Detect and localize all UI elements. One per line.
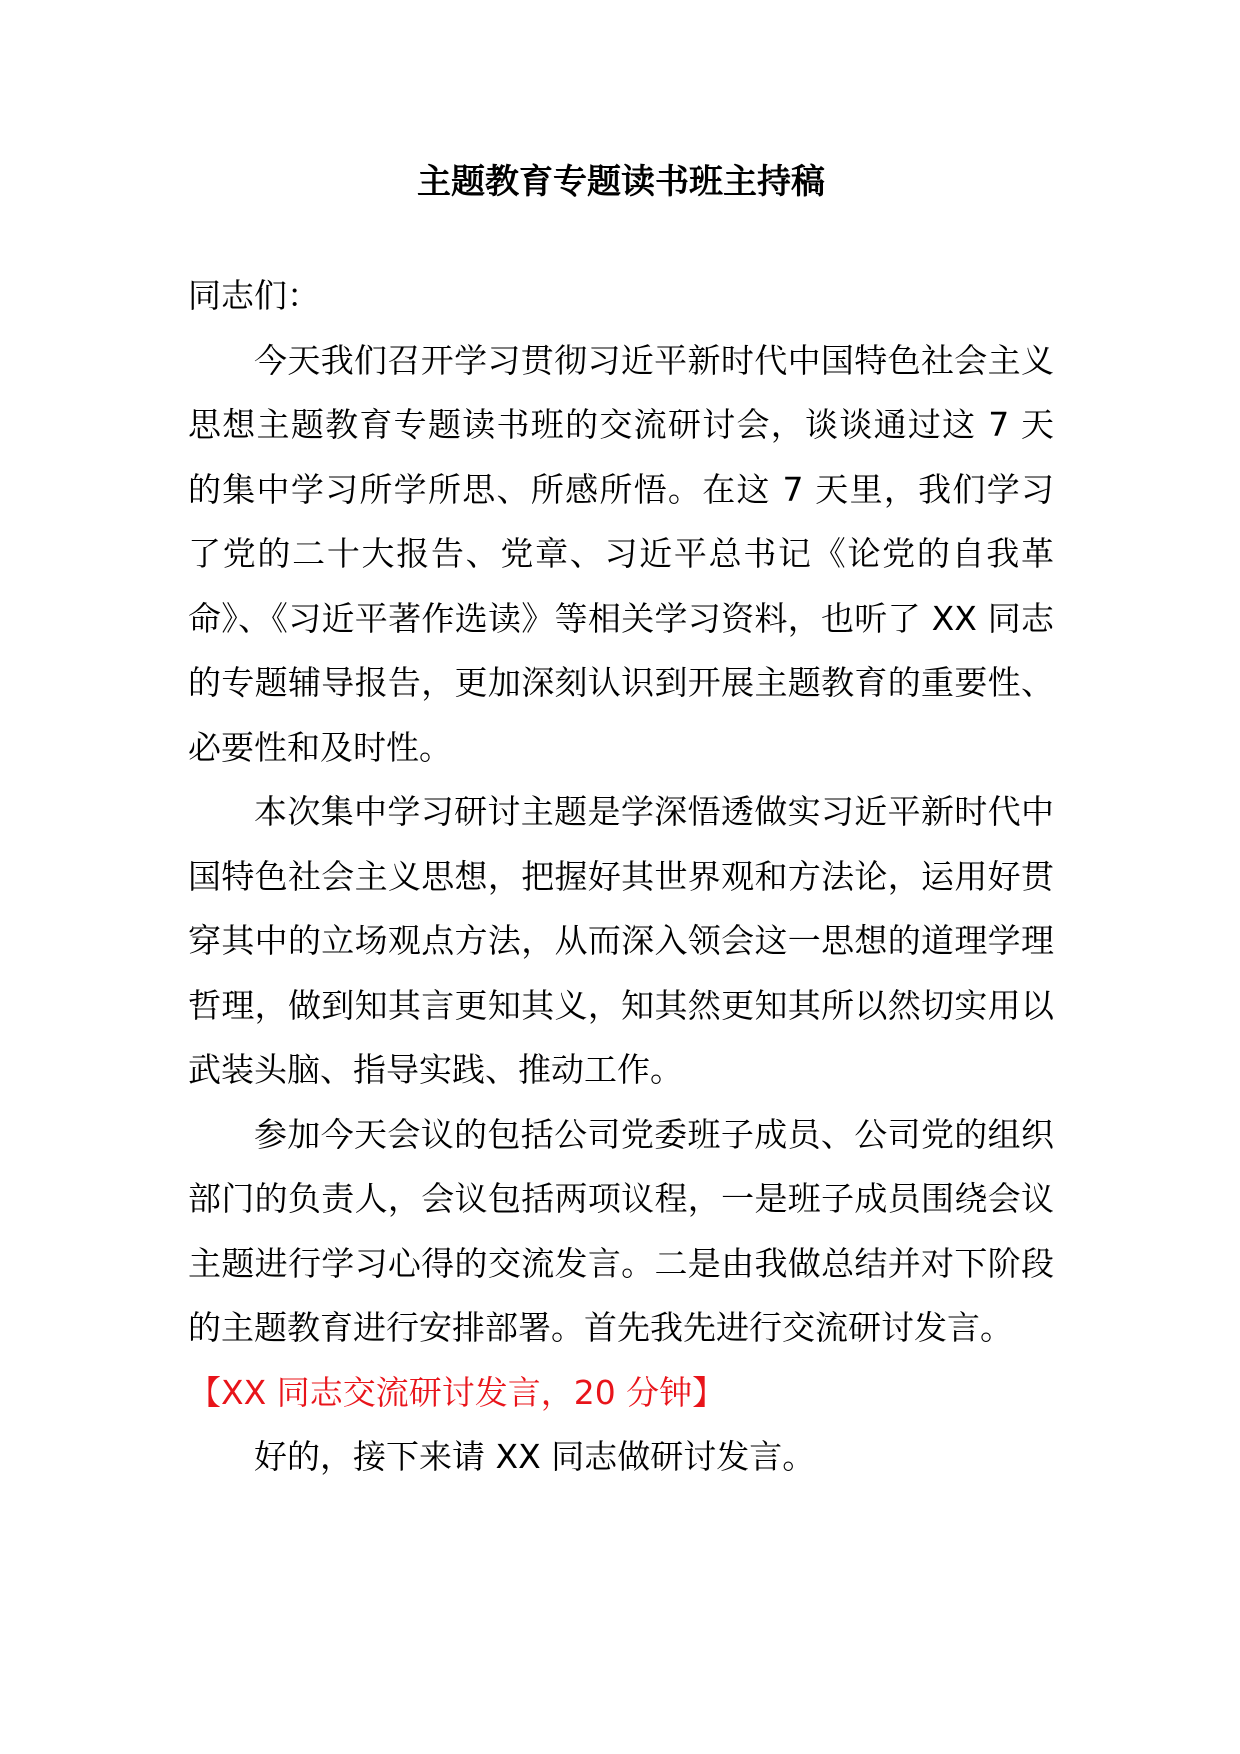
agenda-note: 【XX 同志交流研讨发言，20 分钟】 (188, 1372, 726, 1412)
paragraph-3: 参加今天会议的包括公司党委班子成员、公司党的组织部门的负责人，会议包括两项议程，一是班子成员围绕会议主题进行学习心得的交流发言。二是由我做总结并对下阶段的主题教育进行安排部署。首先我先进行交流研讨发言。 (188, 1114, 1054, 1347)
document-page (188, 160, 1054, 1490)
salutation: 同志们： (188, 276, 320, 315)
document-title: 主题教育专题读书班主持稿 (417, 162, 825, 202)
paragraph-2: 本次集中学习研讨主题是学深悟透做实习近平新时代中国特色社会主义思想，把握好其世界观和方法论，运用好贯穿其中的立场观点方法，从而深入领会这一思想的道理学理哲理，做到知其言更知其义，知其然更知其所以然切实用以武装头脑、指导实践、推动工作。 (188, 792, 1054, 1089)
closing-line: 好的，接下来请 XX 同志做研讨发言。 (254, 1437, 816, 1476)
paragraph-1: 今天我们召开学习贯彻习近平新时代中国特色社会主义思想主题教育专题读书班的交流研讨会，谈谈通过这 7 天的集中学习所学所思、所感所悟。在这 7 天里，我们学习了党的二十大报告、党章、习近平总书记《论党的自我革命》、《习近平著作选读》等相关学习资料，也听了 XX 同志的专题辅导报告，更加深刻认识到开展主题教育的重要性、必要性和及时性。 (188, 340, 1054, 767)
